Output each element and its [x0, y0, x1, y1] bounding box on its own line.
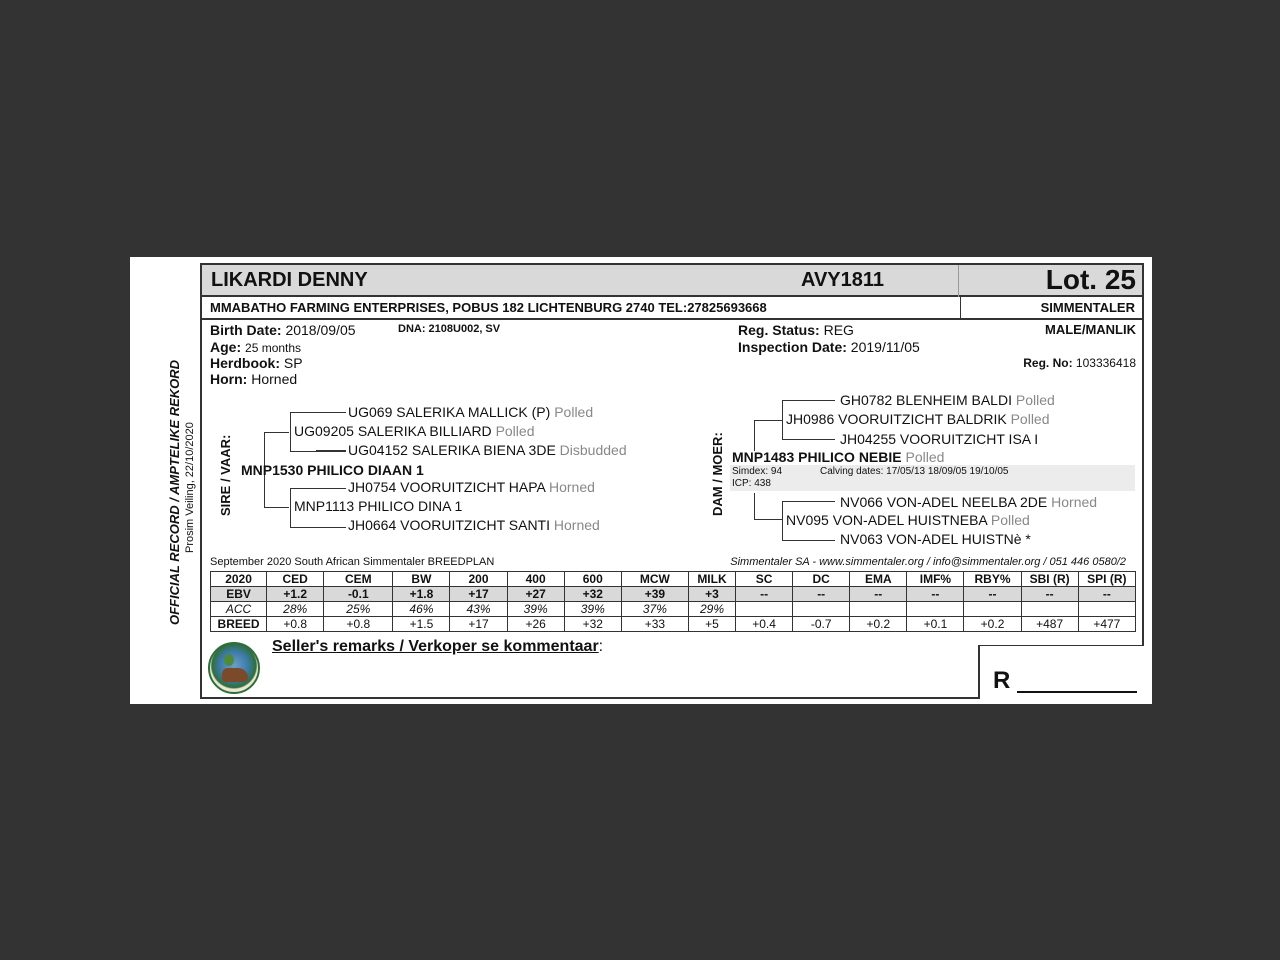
- breeder-info: MMABATHO FARMING ENTERPRISES, POBUS 182 LICHTENBURG 2740 TEL:27825693668: [210, 300, 767, 315]
- pedigree-name: JH04255 VOORUITZICHT ISA I: [840, 431, 1039, 447]
- pedigree-note: Horned: [1051, 494, 1098, 510]
- table-cell: [850, 602, 907, 617]
- table-cell: --: [850, 587, 907, 602]
- table-cell: +5: [688, 617, 735, 632]
- inspection-row: [738, 339, 920, 355]
- horn-value: Horned: [251, 371, 298, 387]
- birth-date-label: Birth Date:: [210, 322, 282, 338]
- price-label: R: [993, 667, 1011, 694]
- table-header: MILK: [688, 572, 735, 587]
- sire-sire: [294, 423, 534, 439]
- animal-name: LIKARDI DENNY: [211, 269, 368, 291]
- dam-sire-connector: [754, 420, 783, 451]
- table-cell: 29%: [688, 602, 735, 617]
- age-label: Age:: [210, 339, 242, 355]
- pedigree-note: Polled: [990, 512, 1030, 528]
- pedigree-name: NV063 VON-ADEL HUISTNè *: [840, 531, 1031, 547]
- table-cell: +0.2: [964, 617, 1021, 632]
- pedigree-note: Horned: [553, 517, 600, 533]
- table-header: RBY%: [964, 572, 1021, 587]
- simmentaler-logo-icon: [208, 642, 260, 694]
- remarks-heading: [272, 638, 603, 656]
- inspection-label: Inspection Date:: [738, 339, 847, 355]
- table-cell: --: [1078, 587, 1135, 602]
- table-cell: +27: [507, 587, 564, 602]
- sire-section-label: SIRE / VAAR:: [218, 434, 233, 516]
- dam-sire: [786, 411, 1050, 427]
- sire-dam: [294, 498, 462, 514]
- table-cell: -0.7: [793, 617, 850, 632]
- table-row: [211, 602, 1136, 617]
- remarks-colon: :: [598, 638, 604, 655]
- table-cell: +32: [564, 617, 621, 632]
- table-cell: +3: [688, 587, 735, 602]
- table-cell: +0.1: [907, 617, 964, 632]
- table-header: IMF%: [907, 572, 964, 587]
- ebv-header-row: [211, 572, 1136, 587]
- herdbook-label: Herdbook:: [210, 355, 280, 371]
- price-box-top: [978, 645, 1144, 646]
- table-header: EMA: [850, 572, 907, 587]
- table-cell: EBV: [211, 587, 267, 602]
- table-cell: +17: [450, 617, 507, 632]
- table-cell: +0.4: [736, 617, 793, 632]
- table-header: CED: [267, 572, 324, 587]
- table-cell: [793, 602, 850, 617]
- table-header: 200: [450, 572, 507, 587]
- price-box-left: [978, 645, 980, 699]
- remarks-area[interactable]: [266, 659, 976, 695]
- table-cell: 25%: [324, 602, 393, 617]
- table-cell: +487: [1021, 617, 1078, 632]
- header-bar: [200, 263, 1144, 297]
- pedigree-name: JH0754 VOORUITZICHT HAPA: [348, 479, 546, 495]
- table-cell: --: [1021, 587, 1078, 602]
- footer-bottom-line: [200, 697, 980, 699]
- table-cell: -0.1: [324, 587, 393, 602]
- dna-info: DNA: 2108U002, SV: [398, 323, 501, 335]
- horn-row: [210, 371, 297, 387]
- reg-no-value: 103336418: [1075, 356, 1136, 370]
- dam-name: MNP1483 PHILICO NEBIE: [732, 449, 902, 465]
- pedigree-name: NV095 VON-ADEL HUISTNEBA: [786, 512, 987, 528]
- pedigree-name: JH0664 VOORUITZICHT SANTI: [348, 517, 551, 533]
- sire-dam-dam: [348, 517, 600, 533]
- reg-no-row: [1023, 356, 1136, 370]
- table-row: [211, 617, 1136, 632]
- table-cell: +0.8: [267, 617, 324, 632]
- table-cell: --: [736, 587, 793, 602]
- table-cell: +1.8: [393, 587, 450, 602]
- table-cell: [964, 602, 1021, 617]
- pedigree-name: UG04152 SALERIKA BIENA 3DE: [348, 442, 556, 458]
- age-value: 25 months: [245, 341, 302, 355]
- table-cell: [1021, 602, 1078, 617]
- table-cell: ACC: [211, 602, 267, 617]
- horn-label: Horn:: [210, 371, 248, 387]
- pedigree-note: Horned: [548, 479, 595, 495]
- reg-status-label: Reg. Status:: [738, 322, 820, 338]
- inspection-value: 2019/11/05: [850, 339, 920, 355]
- table-header: SC: [736, 572, 793, 587]
- table-header: BW: [393, 572, 450, 587]
- reg-status-value: REG: [823, 322, 854, 338]
- table-header: MCW: [621, 572, 688, 587]
- herdbook-value: SP: [283, 355, 303, 371]
- breedplan-title: September 2020 South African Simmentaler BREEDPLAN: [210, 556, 495, 568]
- reg-status-row: [738, 322, 854, 338]
- sire-sire-line: [316, 450, 346, 451]
- table-cell: [736, 602, 793, 617]
- official-record-label: OFFICIAL RECORD / AMPTELIKE REKORD: [167, 359, 182, 625]
- sale-label: Prosim Veiling, 22/10/2020: [184, 422, 196, 553]
- table-cell: +32: [564, 587, 621, 602]
- birth-date-row: [210, 322, 356, 338]
- breedplan-contact: Simmentaler SA - www.simmentaler.org / info@simmentaler.org / 051 446 0580/2: [730, 556, 1126, 568]
- table-cell: 37%: [621, 602, 688, 617]
- table-cell: +17: [450, 587, 507, 602]
- table-header: SBI (R): [1021, 572, 1078, 587]
- table-cell: +1.5: [393, 617, 450, 632]
- pedigree-name: GH0782 BLENHEIM BALDI: [840, 392, 1012, 408]
- table-header: 2020: [211, 572, 267, 587]
- ebv-table: [210, 571, 1136, 632]
- reg-no-label: Reg. No:: [1023, 356, 1073, 370]
- remarks-label: Seller's remarks / Verkoper se kommentaar: [272, 638, 599, 655]
- lot-card: [130, 257, 1152, 704]
- card-right-border: [1142, 297, 1144, 646]
- pedigree-note: Polled: [1015, 392, 1055, 408]
- table-cell: +0.8: [324, 617, 393, 632]
- table-cell: --: [964, 587, 1021, 602]
- table-cell: 39%: [507, 602, 564, 617]
- pedigree-note: Polled: [554, 404, 594, 420]
- dam-section-label: DAM / MOER:: [710, 432, 725, 516]
- table-header: SPI (R): [1078, 572, 1135, 587]
- pedigree-note: Polled: [495, 423, 535, 439]
- table-cell: 28%: [267, 602, 324, 617]
- table-cell: +33: [621, 617, 688, 632]
- price-input-line[interactable]: [1017, 691, 1137, 693]
- animal-tag: AVY1811: [801, 269, 885, 291]
- table-cell: --: [793, 587, 850, 602]
- dam-dam-connector: [754, 493, 783, 520]
- table-cell: 39%: [564, 602, 621, 617]
- lot-number: Lot. 25: [1045, 264, 1136, 295]
- dam-dam: [786, 512, 1030, 528]
- dam-icp: ICP: 438: [732, 478, 771, 489]
- table-cell: +477: [1078, 617, 1135, 632]
- card-left-border: [200, 297, 202, 699]
- sire-name: MNP1530 PHILICO DIAAN 1: [241, 462, 424, 478]
- pedigree-name: UG069 SALERIKA MALLICK (P): [348, 404, 551, 420]
- pedigree-name: UG09205 SALERIKA BILLIARD: [294, 423, 492, 439]
- table-cell: +26: [507, 617, 564, 632]
- table-header: 400: [507, 572, 564, 587]
- birth-date-value: 2018/09/05: [285, 322, 356, 338]
- table-header: DC: [793, 572, 850, 587]
- breed-name: SIMMENTALER: [1040, 300, 1135, 315]
- dam-sire-sire: [840, 392, 1055, 408]
- table-cell: [1078, 602, 1135, 617]
- sire-sire-sire: [348, 404, 593, 420]
- dam-simdex: Simdex: 94: [732, 466, 783, 477]
- pedigree-name: NV066 VON-ADEL NEELBA 2DE: [840, 494, 1048, 510]
- dam-name-row: [732, 449, 944, 465]
- sex-label: MALE/MANLIK: [1045, 322, 1136, 337]
- age-row: [210, 339, 301, 355]
- dam-dam-dam: [840, 531, 1031, 547]
- sire-sire-dam: [348, 442, 627, 458]
- table-row: [211, 587, 1136, 602]
- herdbook-row: [210, 355, 303, 371]
- pedigree-note: Disbudded: [559, 442, 627, 458]
- table-cell: BREED: [211, 617, 267, 632]
- sire-dam-sire: [348, 479, 595, 495]
- table-cell: +0.2: [850, 617, 907, 632]
- dam-calving-dates: Calving dates: 17/05/13 18/09/05 19/10/05: [820, 466, 1009, 477]
- dam-note: Polled: [905, 449, 945, 465]
- dam-dam-sire: [840, 494, 1097, 510]
- breed-divider: [960, 297, 961, 320]
- breeder-bar: [200, 297, 1144, 320]
- table-cell: +1.2: [267, 587, 324, 602]
- pedigree-name: JH0986 VOORUITZICHT BALDRIK: [786, 411, 1007, 427]
- pedigree-name: MNP1113 PHILICO DINA 1: [294, 498, 463, 514]
- header-divider: [958, 265, 959, 297]
- table-cell: 46%: [393, 602, 450, 617]
- table-cell: --: [907, 587, 964, 602]
- table-cell: [907, 602, 964, 617]
- table-cell: +39: [621, 587, 688, 602]
- table-cell: 43%: [450, 602, 507, 617]
- table-header: 600: [564, 572, 621, 587]
- table-header: CEM: [324, 572, 393, 587]
- dam-sire-dam: [840, 431, 1038, 447]
- pedigree-note: Polled: [1010, 411, 1050, 427]
